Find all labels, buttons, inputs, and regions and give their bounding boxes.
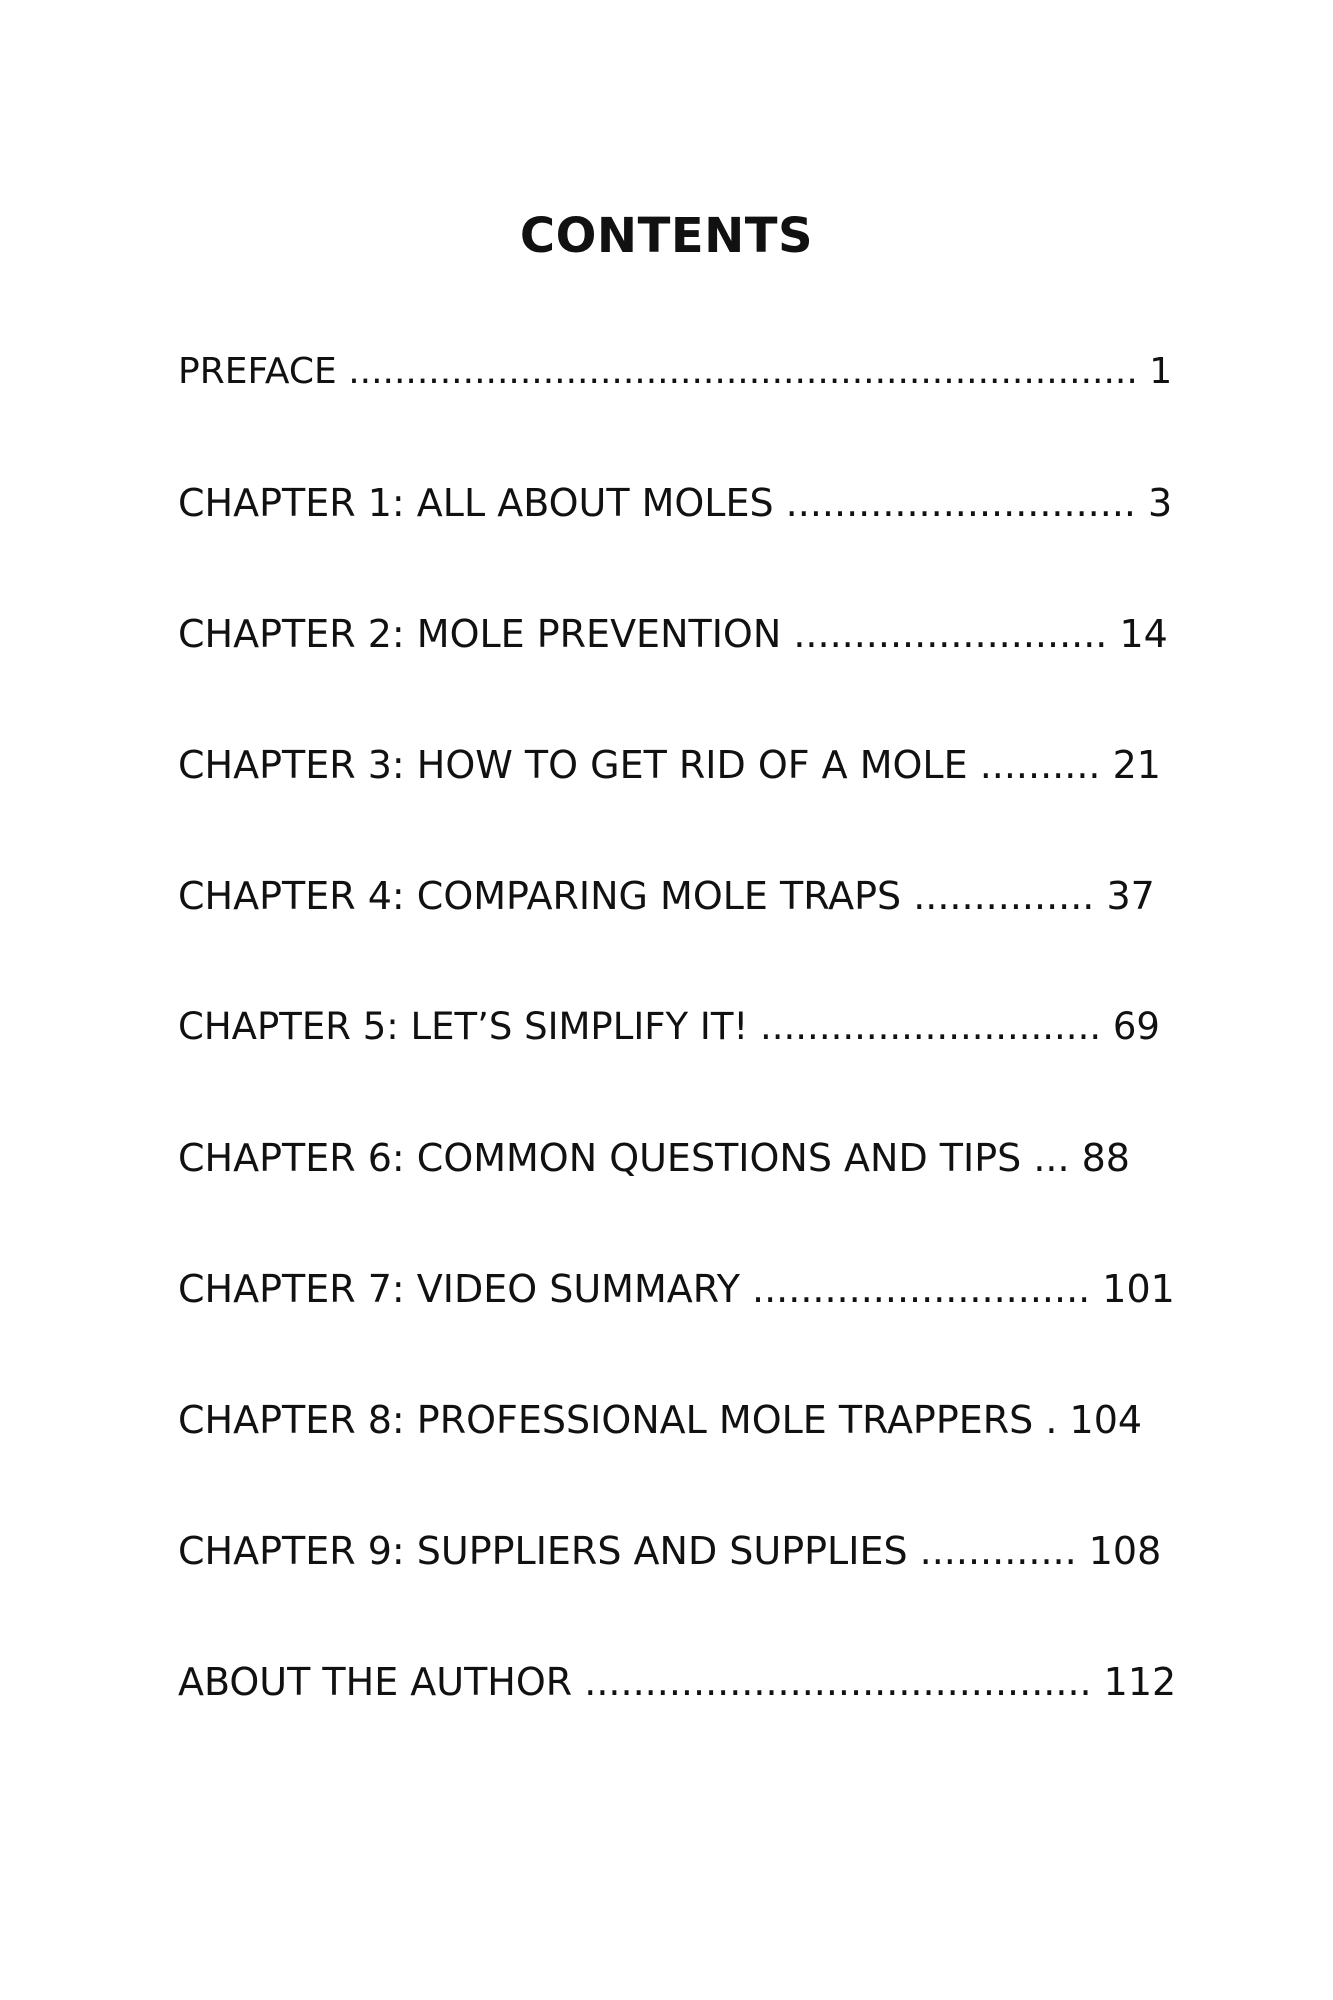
toc-entry-chapter-7	[178, 1262, 1178, 1393]
toc-entry-chapter-2	[178, 607, 1178, 738]
toc-entry-text: CHAPTER 8: PROFESSIONAL MOLE TRAPPERS . 104	[178, 1398, 1143, 1442]
toc-entry-chapter-4	[178, 869, 1178, 1000]
toc-entry-chapter-6	[178, 1131, 1178, 1262]
toc-entry-chapter-8	[178, 1393, 1178, 1524]
toc-entry-text: CHAPTER 3: HOW TO GET RID OF A MOLE .......... 21	[178, 743, 1161, 787]
toc-entry-text: PREFACE ..................................................................... 1	[178, 351, 1173, 392]
toc-entry-text: CHAPTER 6: COMMON QUESTIONS AND TIPS ... 88	[178, 1136, 1130, 1180]
toc-entry-text: CHAPTER 7: VIDEO SUMMARY ............................ 101	[178, 1267, 1175, 1311]
toc-entry-chapter-9	[178, 1524, 1178, 1655]
toc-entry-text: CHAPTER 9: SUPPLIERS AND SUPPLIES ............. 108	[178, 1529, 1162, 1573]
toc-entry-text: CHAPTER 4: COMPARING MOLE TRAPS ............... 37	[178, 874, 1155, 918]
table-of-contents	[178, 345, 1178, 1786]
toc-entry-chapter-3	[178, 738, 1178, 869]
toc-entry-text: CHAPTER 5: LET’S SIMPLIFY IT! ............................. 69	[178, 1005, 1160, 1048]
toc-entry-preface	[178, 345, 1178, 476]
toc-entry-text: CHAPTER 1: ALL ABOUT MOLES ............................. 3	[178, 481, 1173, 525]
page-title: CONTENTS	[519, 208, 814, 264]
toc-entry-chapter-5	[178, 1000, 1178, 1131]
toc-entry-about-author	[178, 1655, 1178, 1786]
toc-entry-text: ABOUT THE AUTHOR .......................................... 112	[178, 1660, 1177, 1704]
toc-entry-chapter-1	[178, 476, 1178, 607]
toc-entry-text: CHAPTER 2: MOLE PREVENTION .......................... 14	[178, 612, 1168, 656]
